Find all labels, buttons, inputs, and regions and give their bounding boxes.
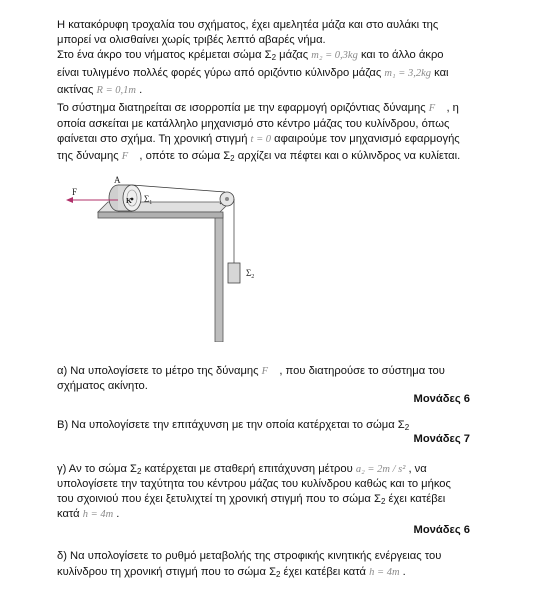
question-d-line-2	[57, 565, 473, 582]
setup-line-2: οποία ασκείται με κατάλληλο μηχανισμό στο κέντρο μάζας του κυλίνδρου, όπως	[57, 118, 450, 130]
subscript: 2	[136, 467, 142, 476]
question-b	[57, 418, 473, 435]
text: είναι τυλιγμένο πολλές φορές γύρω από οριζόντιο κύλινδρο μάζας	[57, 67, 385, 79]
setup-line-4	[57, 149, 473, 166]
marks-c: Μονάδες 6	[413, 524, 470, 536]
marks-b: Μονάδες 7	[413, 433, 470, 445]
text: κυλίνδρου τη χρονική στιγμή που το σώμα Σ	[57, 566, 276, 578]
vector-F: F⃗	[261, 366, 277, 377]
text: αφαιρούμε τον μηχανισμό εφαρμογής	[271, 133, 460, 145]
subscript: 2	[271, 53, 277, 62]
hanging-mass-S2	[228, 263, 240, 283]
text: , να	[405, 463, 427, 475]
text: της δύναμης	[57, 150, 122, 162]
text: , η	[443, 102, 459, 114]
vector-F: F⃗	[428, 103, 444, 114]
intro-line-1: Η κατακόρυφη τροχαλία του σχήματος, έχει αμελητέα μάζα και στο αυλάκι της	[57, 19, 439, 31]
subscript: 2	[380, 497, 386, 506]
wall-vertical	[215, 214, 223, 342]
intro-line-2: μπορεί να ολισθαίνει χωρίς τριβές λεπτό αβαρές νήμα.	[57, 34, 326, 46]
subscript: 2	[404, 423, 410, 432]
text: έχει κατέβει	[385, 493, 446, 505]
text: και	[431, 67, 449, 79]
label-F: F	[72, 187, 78, 197]
formula-h: h = 4m	[369, 567, 400, 578]
physics-figure	[60, 172, 280, 342]
string-horizontal	[132, 185, 225, 192]
setup-line-3	[57, 132, 473, 147]
text: και το άλλο άκρο	[357, 49, 444, 61]
text: .	[136, 84, 143, 96]
question-a-line-1	[57, 364, 473, 379]
text: φαίνεται στο σχήμα. Τη χρονική στιγμή	[57, 133, 251, 145]
force-arrowhead	[66, 197, 73, 203]
marks-a: Μονάδες 6	[413, 393, 470, 405]
text: αρχίζει να πέφτει και ο κύλινδρος να κυλίεται.	[234, 150, 461, 162]
vector-F: F⃗	[121, 151, 137, 162]
text: κατά	[57, 508, 83, 520]
text: του σχοινιού που έχει ξετυλιχτεί τη χρονική στιγμή που το σώμα Σ	[57, 493, 381, 505]
subscript: 2	[230, 154, 235, 163]
label-S2	[246, 268, 254, 280]
table-front	[98, 212, 223, 218]
label-S1-sigma: Σ	[144, 194, 150, 204]
label-K: K	[126, 196, 132, 205]
label-S2-sigma: Σ	[246, 268, 252, 278]
formula-t0: t = 0	[250, 134, 272, 145]
text: Β) Να υπολογίσετε την επιτάχυνση με την οποία κατέρχεται το σώμα Σ	[57, 419, 405, 431]
text: κατέρχεται με σταθερή επιτάχυνση μέτρου	[141, 463, 356, 475]
text: .	[113, 508, 120, 520]
question-c-line-4	[57, 507, 473, 522]
formula-h: h = 4m	[82, 509, 114, 520]
formula-m1: m₁ = 3,2kg	[384, 68, 431, 79]
text: ακτίνας	[57, 84, 97, 96]
text: , οπότε το σώμα Σ	[136, 150, 231, 162]
subscript: 2	[276, 570, 281, 579]
pulley-axle	[225, 197, 229, 201]
formula-a2: a₂ = 2m / s²	[355, 464, 406, 475]
setup-line-1	[57, 101, 473, 116]
text: γ) Αν το σώμα Σ	[57, 463, 137, 475]
formula-R: R = 0,1m	[96, 85, 136, 96]
question-a-line-2: σχήματος ακίνητο.	[57, 380, 148, 392]
text: , που διατηρούσε το σύστημα του	[276, 365, 445, 377]
intro-line-5	[57, 83, 473, 98]
text: Στο ένα άκρο του νήματος κρέμεται σώμα Σ	[57, 49, 272, 61]
text: α) Να υπολογίσετε το μέτρο της δύναμης	[57, 365, 262, 377]
label-S1-sub: 1	[149, 200, 153, 206]
question-c-line-2: υπολογίσετε την ταχύτητα του κέντρου μάζας του κυλίνδρου καθώς και το μήκος	[57, 478, 451, 490]
label-A: A	[114, 175, 121, 185]
label-S2-sub: 2	[251, 274, 255, 280]
text: Το σύστημα διατηρείται σε ισορροπία με την εφαρμογή οριζόντιας δύναμης	[57, 102, 429, 114]
intro-line-4	[57, 66, 473, 81]
formula-m2: m₂ = 0,3kg	[311, 50, 358, 61]
question-d-line-1: δ) Να υπολογίσετε το ρυθμό μεταβολής της στροφικής κινητικής ενέργειας του	[57, 550, 442, 562]
text: έχει κατέβει κατά	[280, 566, 370, 578]
text: μάζας	[276, 49, 312, 61]
intro-line-3	[57, 48, 473, 65]
text: .	[399, 566, 406, 578]
